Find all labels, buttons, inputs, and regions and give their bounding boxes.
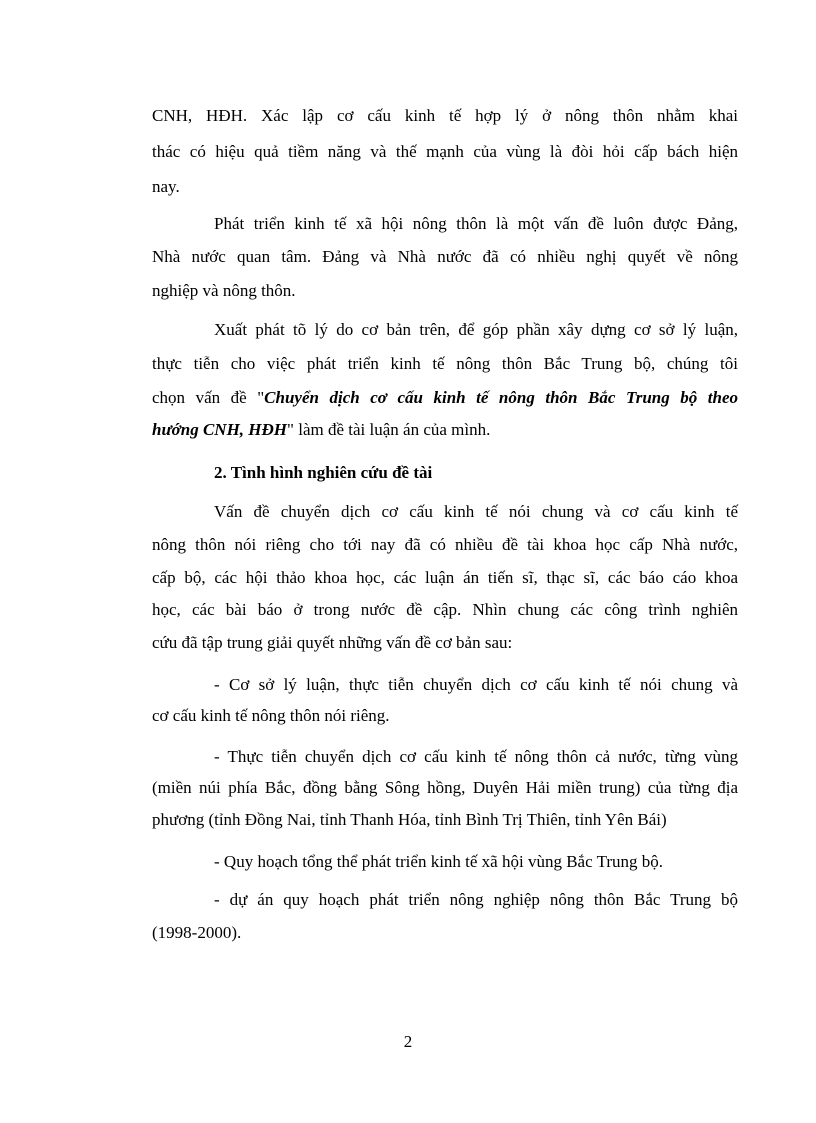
- paragraph-3-prefix: chọn vấn đề ": [152, 388, 265, 407]
- paragraph-1-line-1: CNH, HĐH. Xác lập cơ cấu kinh tế hợp lý ở nông thôn nhằm khai: [152, 106, 738, 125]
- paragraph-3-line-1: Xuất phát tõ lý do cơ bản trên, để góp phần xây dựng cơ sở lý luận,: [214, 320, 738, 339]
- paragraph-1-line-2: thác có hiệu quả tiềm năng và thế mạnh của vùng là đòi hỏi cấp bách hiện: [152, 142, 738, 161]
- bullet-1-line-2: cơ cấu kinh tế nông thôn nói riêng.: [152, 706, 390, 725]
- bullet-2-line-3: phương (tỉnh Đồng Nai, tỉnh Thanh Hóa, tỉnh Bình Trị Thiên, tỉnh Yên Bái): [152, 810, 667, 829]
- paragraph-4-line-1: Vấn đề chuyển dịch cơ cấu kinh tế nói chung và cơ cấu kinh tế: [214, 502, 738, 521]
- bullet-1-line-1: - Cơ sở lý luận, thực tiễn chuyển dịch cơ cấu kinh tế nói chung và: [214, 675, 738, 694]
- section-heading: 2. Tình hình nghiên cứu đề tài: [214, 463, 433, 482]
- bullet-2-line-2: (miền núi phía Bắc, đồng bằng Sông hồng, Duyên Hải miền trung) của từng địa: [152, 778, 738, 797]
- paragraph-3-line-4: [152, 418, 738, 442]
- thesis-title-part-1: Chuyển dịch cơ cấu kinh tế nông thôn Bắc Trung bộ theo: [264, 388, 739, 407]
- paragraph-2-line-2: Nhà nước quan tâm. Đảng và Nhà nước đã có nhiều nghị quyết về nông: [152, 247, 738, 266]
- bullet-3-line-1: - Quy hoạch tổng thể phát triển kinh tế xã hội vùng Bắc Trung bộ.: [214, 852, 664, 871]
- thesis-title-part-2: hướng CNH, HĐH: [152, 420, 288, 439]
- paragraph-4-line-3: cấp bộ, các hội thảo khoa học, các luận án tiến sĩ, thạc sĩ, các báo cáo khoa: [152, 568, 738, 587]
- paragraph-4-line-4: học, các bài báo ở trong nước đề cập. Nhìn chung các công trình nghiên: [152, 600, 738, 619]
- bullet-2-line-1: - Thực tiễn chuyển dịch cơ cấu kinh tế nông thôn cả nước, từng vùng: [214, 747, 738, 766]
- paragraph-1-line-3: nay.: [152, 177, 180, 196]
- paragraph-4-line-5: cứu đã tập trung giải quyết những vấn đề cơ bản sau:: [152, 633, 513, 652]
- paragraph-3-line-3: [152, 386, 738, 410]
- paragraph-2-line-1: Phát triển kinh tế xã hội nông thôn là một vấn đề luôn được Đảng,: [214, 214, 738, 233]
- paragraph-3-line-2: thực tiễn cho việc phát triển kinh tế nông thôn Bắc Trung bộ, chúng tôi: [152, 354, 738, 373]
- paragraph-3-suffix: " làm đề tài luận án của mình.: [287, 420, 491, 439]
- bullet-4-line-1: - dự án quy hoạch phát triển nông nghiệp nông thôn Bắc Trung bộ: [214, 890, 738, 909]
- bullet-4-line-2: (1998-2000).: [152, 923, 242, 942]
- paragraph-2-line-3: nghiệp và nông thôn.: [152, 281, 296, 300]
- paragraph-4-line-2: nông thôn nói riêng cho tới nay đã có nhiều đề tài khoa học cấp Nhà nước,: [152, 535, 738, 554]
- page-number: 2: [403, 1032, 413, 1051]
